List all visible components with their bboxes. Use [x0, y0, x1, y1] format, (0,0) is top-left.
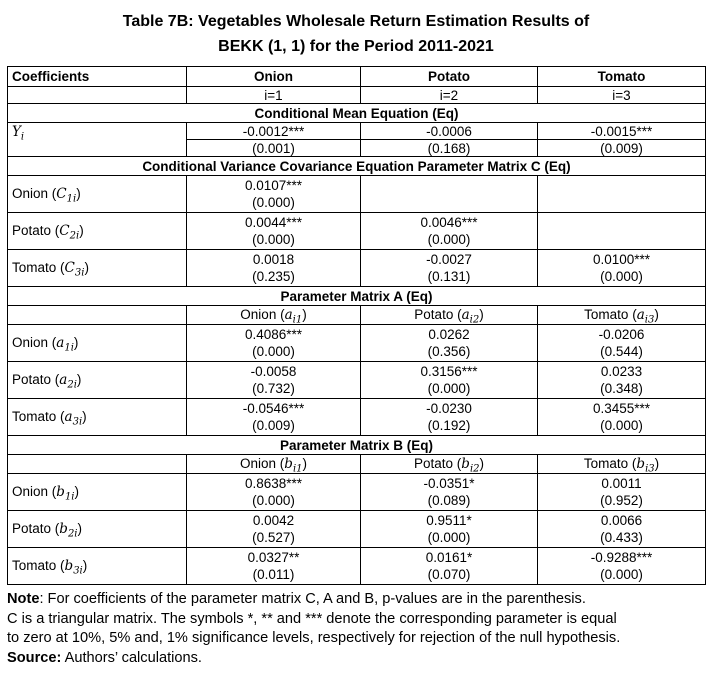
- coef-value: 0.0042: [252, 512, 295, 528]
- section-row: [8, 436, 706, 455]
- section-header: Parameter Matrix A (Eq): [8, 287, 706, 306]
- row-label-cell: [8, 306, 187, 325]
- coef-pvalue: (0.000): [427, 530, 471, 545]
- coef-value: 0.3156***: [420, 363, 478, 379]
- section-header: Conditional Mean Equation (Eq): [8, 104, 706, 123]
- value-cell: [187, 511, 361, 548]
- math-subscript: 1i: [64, 342, 74, 354]
- coef-pvalue: (0.131): [427, 269, 471, 284]
- coef-pvalue: (0.348): [600, 381, 643, 396]
- math-variable: C: [64, 259, 75, 276]
- coef-value: -0.0027: [426, 251, 472, 267]
- value-cell: [538, 176, 706, 213]
- matrix-col-header: Tomato $(a_{i3})$: [538, 306, 706, 325]
- coef-pvalue: (0.009): [252, 418, 295, 433]
- row-label-cell: Onion $(C_{1i})$: [8, 176, 187, 213]
- section-header: Parameter Matrix B (Eq): [8, 436, 706, 455]
- coef-value: -0.0546***: [242, 400, 305, 416]
- math-variable: a: [284, 307, 293, 323]
- math-subscript: 2i: [67, 379, 77, 391]
- matrix-col-header: Tomato $(b_{i3})$: [538, 455, 706, 474]
- math-variable: b: [64, 557, 74, 574]
- coef-value: -0.0230: [426, 400, 472, 416]
- coef-pvalue: (0.000): [427, 381, 471, 396]
- section-header: Conditional Variance Covariance Equation Parameter Matrix C (Eq): [8, 157, 706, 176]
- coef-value: 0.0327**: [247, 549, 300, 565]
- table-title-line1: Table 7B: Vegetables Wholesale Return Estimation Results of: [122, 13, 590, 30]
- coefficient-row: [8, 213, 706, 250]
- math-variable: C: [59, 222, 70, 239]
- math-variable: C: [56, 185, 67, 202]
- value-cell: [538, 325, 706, 362]
- index-row: [8, 87, 706, 104]
- math-variable: a: [636, 307, 645, 323]
- coef-pvalue: (0.089): [427, 493, 471, 508]
- coef-pvalue: (0.000): [600, 567, 643, 582]
- coef-pvalue: (0.235): [252, 269, 295, 284]
- coefficient-value-row: [8, 123, 706, 140]
- math-subscript: 3i: [74, 267, 85, 279]
- coef-value: 0.0262: [428, 326, 470, 342]
- math-variable: b: [461, 456, 470, 472]
- coefficient-row: [8, 548, 706, 585]
- value-cell: [538, 250, 706, 287]
- value-cell: [361, 325, 538, 362]
- coef-pvalue: (0.000): [600, 418, 643, 433]
- coefficient-row: [8, 399, 706, 436]
- source-line: [7, 649, 712, 669]
- coefficient-row: [8, 511, 706, 548]
- source-text: Authors’ calculations.: [61, 649, 202, 666]
- col-header-cell: i=2: [361, 87, 538, 104]
- matrix-col-header: Onion $(a_{i1})$: [187, 306, 361, 325]
- source-label: Source:: [7, 649, 62, 666]
- value-cell: [187, 176, 361, 213]
- coef-value: 0.0044***: [244, 214, 303, 230]
- coef-pvalue: (0.000): [600, 269, 643, 284]
- note-block: [7, 590, 712, 668]
- math-subscript: i1: [292, 314, 303, 326]
- note-label: Note: [7, 591, 40, 607]
- coef-pvalue: (0.732): [252, 381, 295, 396]
- coef-pvalue: (0.000): [252, 493, 295, 508]
- section-row: [8, 104, 706, 123]
- math-variable: b: [284, 456, 293, 472]
- value-cell: [187, 399, 361, 436]
- coefficient-row: [8, 325, 706, 362]
- coef-pvalue: (0.000): [427, 232, 471, 247]
- value-cell: [361, 213, 538, 250]
- coef-value: 0.0011: [601, 475, 642, 491]
- value-cell: [538, 511, 706, 548]
- math-subscript: i: [20, 131, 25, 143]
- coef-value: -0.0351*: [423, 475, 475, 491]
- coefficient-row: [8, 176, 706, 213]
- coef-pvalue: (0.000): [252, 344, 295, 359]
- value-cell: [361, 176, 538, 213]
- coef-value: 0.0233: [600, 363, 643, 379]
- row-label-cell: [8, 87, 187, 104]
- note-line-3: [7, 629, 712, 649]
- row-label-cell: Tomato $(b_{3i})$: [8, 548, 187, 585]
- coef-value: 0.9511*: [426, 512, 472, 528]
- coef-value: 0.8638***: [244, 475, 303, 491]
- matrix-subheader-row: [8, 306, 706, 325]
- math-subscript: 3i: [72, 416, 83, 428]
- value-cell: [187, 213, 361, 250]
- row-label-cell: Tomato $(a_{3i})$: [8, 399, 187, 436]
- math-subscript: i3: [645, 463, 655, 475]
- col-header-cell: Onion: [187, 67, 361, 87]
- column-header-row: [8, 67, 706, 87]
- coef-pvalue: (0.070): [427, 567, 471, 582]
- value-cell: -0.0012***: [187, 123, 361, 140]
- coef-value: 0.4086***: [244, 326, 303, 342]
- math-subscript: i1: [292, 463, 303, 475]
- coef-value: 0.0161*: [425, 549, 473, 565]
- matrix-subheader-row: [8, 455, 706, 474]
- coef-pvalue: (0.011): [252, 567, 295, 582]
- col-header-cell: i=1: [187, 87, 361, 104]
- math-variable: b: [59, 520, 68, 537]
- value-cell: [538, 548, 706, 585]
- value-cell: [361, 250, 538, 287]
- coef-value: -0.0058: [250, 363, 297, 379]
- value-cell: [187, 362, 361, 399]
- coef-value: 0.0100***: [592, 251, 651, 267]
- value-cell: [538, 213, 706, 250]
- value-cell: [361, 548, 538, 585]
- note-line-2: [7, 610, 712, 630]
- value-cell: -0.0006: [361, 123, 538, 140]
- math-subscript: 1i: [64, 491, 75, 503]
- col-header-cell: i=3: [538, 87, 706, 104]
- math-subscript: i3: [644, 314, 655, 326]
- results-table: [7, 66, 706, 585]
- coefficient-row: [8, 362, 706, 399]
- coef-pvalue: (0.433): [600, 530, 643, 545]
- coefficient-row: [8, 474, 706, 511]
- value-cell: -0.0015***: [538, 123, 706, 140]
- row-label-cell: [8, 455, 187, 474]
- coef-pvalue: (0.952): [600, 493, 643, 508]
- math-subscript: 1i: [66, 193, 77, 205]
- value-cell: [361, 362, 538, 399]
- value-cell: [538, 474, 706, 511]
- row-label-cell: Onion $(b_{1i})$: [8, 474, 187, 511]
- col-header-cell: Tomato: [538, 67, 706, 87]
- matrix-col-header: Potato $(b_{i2})$: [361, 455, 538, 474]
- note-line-1: [7, 590, 712, 610]
- coef-pvalue: (0.356): [427, 344, 471, 359]
- coef-value: 0.0018: [252, 251, 295, 267]
- coef-pvalue: (0.544): [600, 344, 643, 359]
- math-variable: a: [461, 307, 470, 323]
- coef-value: -0.0206: [598, 326, 645, 342]
- coef-value: 0.3455***: [592, 400, 651, 416]
- value-cell: [187, 325, 361, 362]
- value-cell: [361, 511, 538, 548]
- value-cell: [187, 474, 361, 511]
- value-cell: [361, 399, 538, 436]
- math-subscript: 2i: [67, 528, 78, 540]
- math-variable: Υ: [12, 124, 21, 140]
- value-cell: [538, 399, 706, 436]
- row-label-cell: Potato $(a_{2i})$: [8, 362, 187, 399]
- value-cell: [187, 548, 361, 585]
- section-row: [8, 287, 706, 306]
- note-text-3: to zero at 10%, 5% and, 1% significance levels, respectively for rejection of the null hypothesis.: [7, 630, 621, 646]
- section-row: [8, 157, 706, 176]
- row-label-cell: Potato $(C_{2i})$: [8, 213, 187, 250]
- coefficient-row: [8, 250, 706, 287]
- table-title: [0, 0, 712, 59]
- math-variable: b: [56, 483, 65, 500]
- note-text-1: : For coefficients of the parameter matrix C, A and B, p-values are in the parenthesis.: [39, 591, 586, 607]
- row-label-cell: Potato $(b_{2i})$: [8, 511, 187, 548]
- row-label-cell: Tomato $(C_{3i})$: [8, 250, 187, 287]
- coef-pvalue: (0.527): [252, 530, 295, 545]
- math-variable: a: [59, 371, 68, 388]
- pvalue-cell: (0.168): [361, 140, 538, 157]
- coef-pvalue: (0.192): [427, 418, 471, 433]
- coef-value: 0.0107***: [244, 177, 303, 193]
- math-subscript: i2: [469, 314, 480, 326]
- coef-value: -0.9288***: [590, 549, 653, 565]
- table-title-line2: BEKK (1, 1) for the Period 2011-2021: [218, 38, 494, 55]
- math-subscript: i2: [469, 463, 480, 475]
- coef-value: 0.0046***: [420, 214, 478, 230]
- math-variable: a: [56, 334, 65, 351]
- math-variable: a: [64, 408, 73, 425]
- pvalue-cell: (0.009): [538, 140, 706, 157]
- math-variable: b: [636, 456, 646, 472]
- row-label-cell: [8, 123, 187, 157]
- col-header-cell: Potato: [361, 67, 538, 87]
- matrix-col-header: Onion $(b_{i1})$: [187, 455, 361, 474]
- math-subscript: 2i: [69, 230, 80, 242]
- coef-value: 0.0066: [600, 512, 643, 528]
- value-cell: [361, 474, 538, 511]
- note-text-2: C is a triangular matrix. The symbols *, ** and *** denote the corresponding parameter is equal: [7, 610, 617, 627]
- results-table-body: [8, 67, 706, 585]
- value-cell: [187, 250, 361, 287]
- matrix-col-header: Potato $(a_{i2})$: [361, 306, 538, 325]
- coef-pvalue: (0.000): [252, 195, 295, 210]
- value-cell: [538, 362, 706, 399]
- math-subscript: 3i: [73, 565, 83, 577]
- pvalue-cell: (0.001): [187, 140, 361, 157]
- row-label-cell: Coefficients: [8, 67, 187, 87]
- coef-pvalue: (0.000): [252, 232, 295, 247]
- row-label-cell: Onion $(a_{1i})$: [8, 325, 187, 362]
